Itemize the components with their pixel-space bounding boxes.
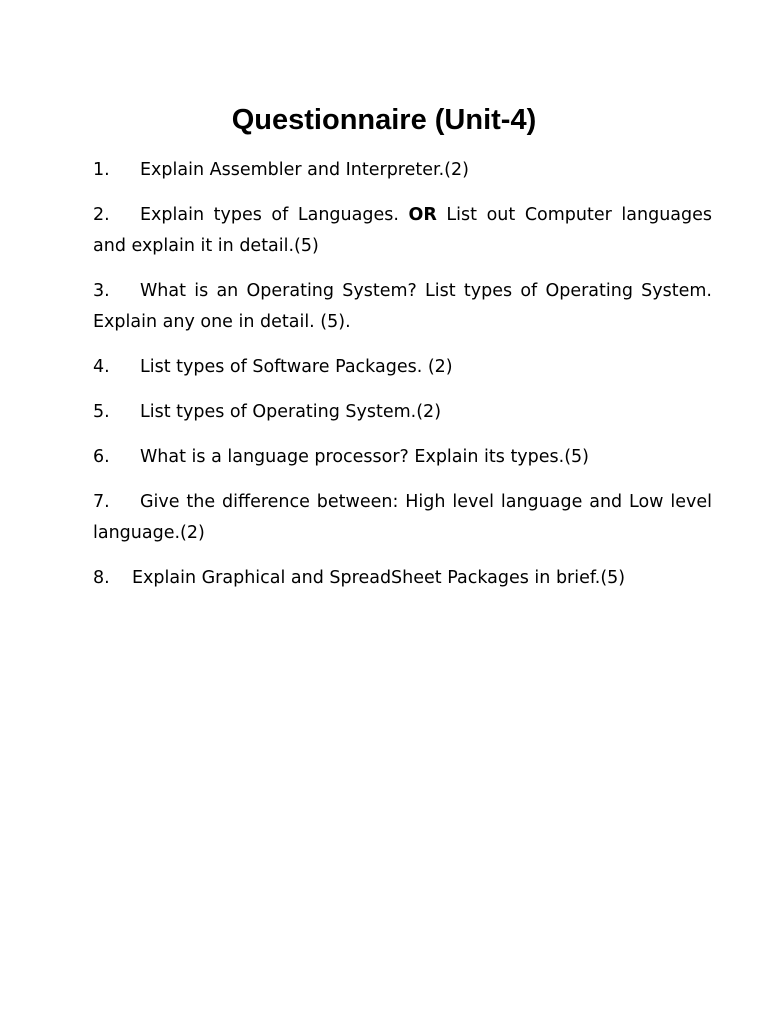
question-text: Explain types of Languages.: [140, 205, 409, 225]
question-item-4: [93, 352, 712, 383]
question-text-continued: List out Computer languages and explain it in detail.(5): [93, 205, 713, 256]
question-text: Explain Assembler and Interpreter.(2): [140, 160, 469, 180]
question-item-8: [93, 563, 712, 594]
question-item-6: [93, 442, 712, 473]
question-number: 8.: [93, 568, 110, 588]
question-text: Explain Graphical and SpreadSheet Packages in brief.(5): [132, 568, 626, 588]
question-emphasis: OR: [408, 205, 437, 225]
question-text: List types of Software Packages. (2): [140, 357, 453, 377]
question-item-1: [93, 155, 712, 186]
question-text: Give the difference between: High level language and Low level language.(2): [93, 492, 712, 543]
question-list: [93, 155, 712, 608]
question-number: 7.: [93, 492, 110, 512]
question-text: What is an Operating System? List types of Operating System. Explain any one in detail. (5).: [93, 281, 712, 332]
question-number: 1.: [93, 160, 110, 180]
question-number: 4.: [93, 357, 110, 377]
question-number: 5.: [93, 402, 110, 422]
question-number: 6.: [93, 447, 110, 467]
question-number: 3.: [93, 281, 110, 301]
page-title: Questionnaire (Unit-4): [231, 104, 537, 136]
question-text: List types of Operating System.(2): [140, 402, 442, 422]
question-item-3: [93, 276, 712, 338]
question-item-2: [93, 200, 712, 262]
question-number: 2.: [93, 205, 110, 225]
question-item-5: [93, 397, 712, 428]
question-text: What is a language processor? Explain its types.(5): [140, 447, 590, 467]
question-item-7: [93, 487, 712, 549]
